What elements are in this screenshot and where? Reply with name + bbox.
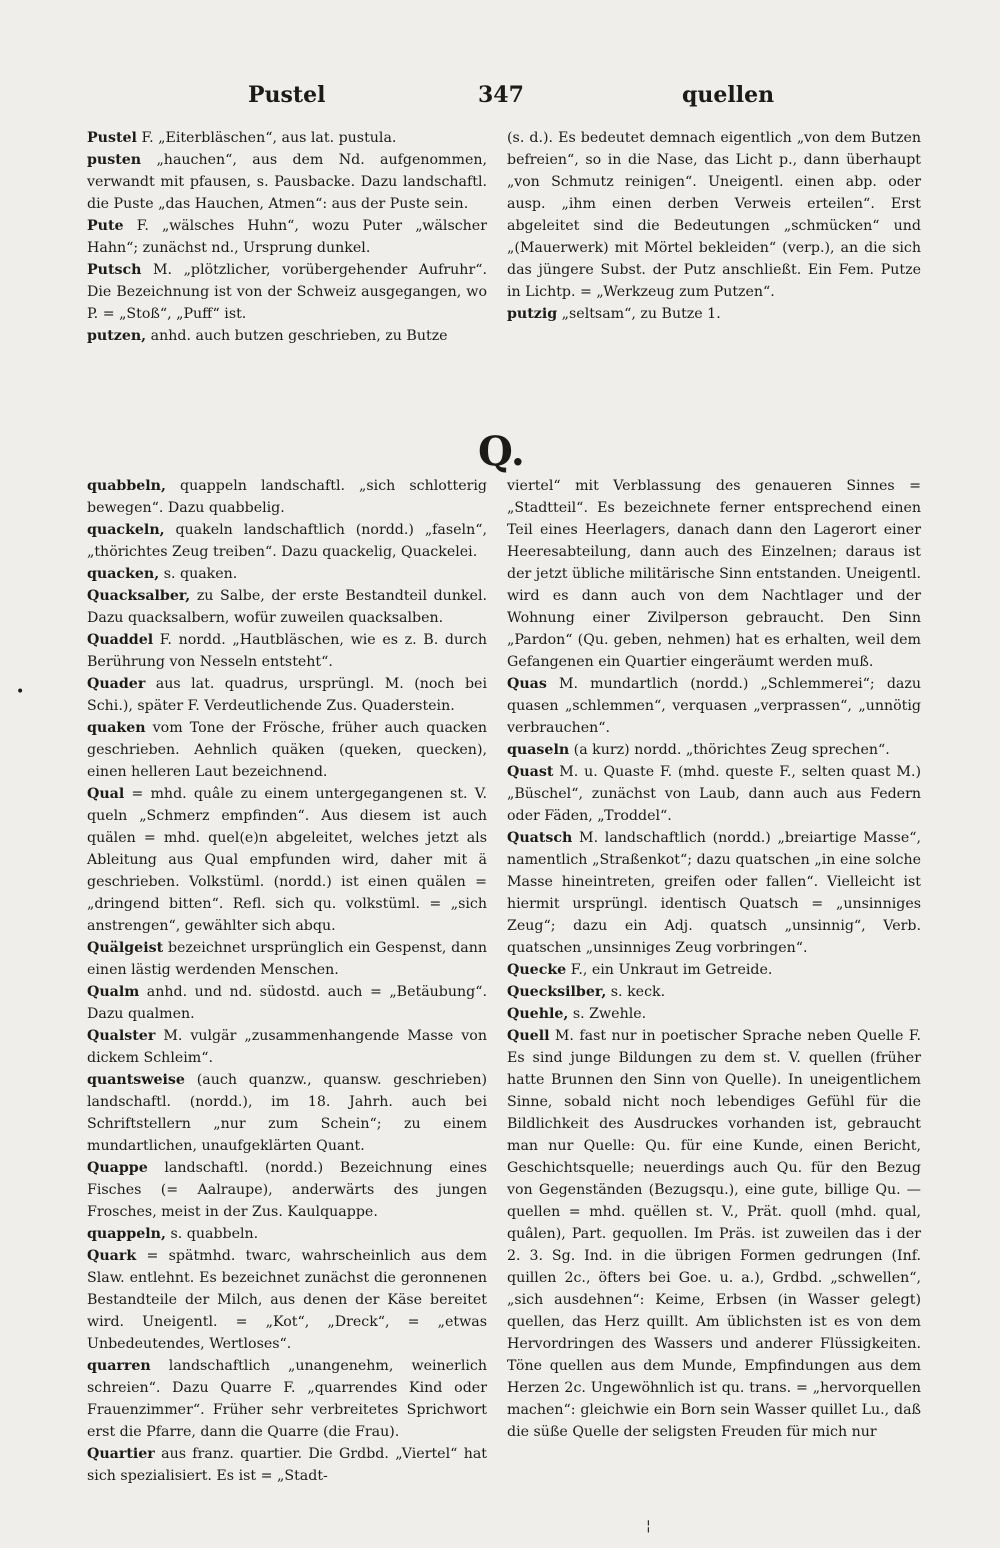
entry-headword: Quell [507, 1028, 550, 1044]
dictionary-entry [87, 1355, 487, 1443]
dictionary-entry [87, 1069, 487, 1157]
running-head-right: quellen [682, 82, 775, 108]
dictionary-entry [507, 673, 921, 739]
entry-text: M. „plötzlicher, vorübergehender Aufruhr“. Die Bezeichnung ist von der Schweiz ausgegangen, wo P. = „Stoß“, „Puff“ ist. [87, 262, 487, 322]
dictionary-entry [87, 1157, 487, 1223]
dictionary-entry [507, 303, 921, 325]
dictionary-entry [507, 761, 921, 827]
dictionary-entry [507, 827, 921, 959]
entry-headword: Quecksilber, [507, 984, 607, 1000]
entry-text: F. nordd. „Hautbläschen, wie es z. B. durch Berührung von Nesseln entsteht“. [87, 632, 487, 670]
dictionary-entry [87, 475, 487, 519]
entry-headword: quacken, [87, 566, 160, 582]
entry-text: anhd. auch butzen geschrieben, zu Butze [146, 328, 448, 344]
entry-text: = spätmhd. twarc, wahrscheinlich aus dem Slaw. entlehnt. Es bezeichnet zunächst die geronnenen Bestandteile der Milch, aus denen der Käse bereitet wird. Uneigentl. = „Kot“, „Dreck“, = „etwas Unbedeutendes, Wertloses“. [87, 1248, 487, 1352]
entry-text: F. „Eiterbläschen“, aus lat. pustula. [136, 130, 397, 146]
dictionary-entry [87, 563, 487, 585]
entry-headword: Quader [87, 676, 146, 692]
entry-text: = mhd. quâle zu einem untergegangenen st. V. queln „Schmerz empfinden“. Aus diesem ist auch quälen = mhd. quel(e)n abgeleitet, welches jetzt als Ableitung aus Qual empfunden wird, daher mit ä geschrieben. Volkstüml. (nordd.) ist einen quälen = „dringend bitten“. Refl. sich qu. volkstüml. = „sich anstrengen“, gewählter sich abqu. [87, 786, 487, 934]
entry-text: zu Salbe, der erste Bestandteil dunkel. Dazu quacksalbern, wofür zuweilen quacksalben. [87, 588, 487, 626]
entry-text: (a kurz) nordd. „thörichtes Zeug sprechen“. [569, 742, 890, 758]
entry-text: quappeln landschaftl. „sich schlotterig bewegen“. Dazu quabbelig. [87, 478, 487, 516]
dictionary-entry [87, 717, 487, 783]
entry-headword: Quark [87, 1248, 137, 1264]
entry-text: F., ein Unkraut im Getreide. [566, 962, 773, 978]
running-head-left: Pustel [248, 82, 326, 108]
entry-headword: Putsch [87, 262, 142, 278]
entry-text: M. vulgär „zusammenhangende Masse von dickem Schleim“. [87, 1028, 487, 1066]
dictionary-entry [87, 519, 487, 563]
dictionary-entry [87, 1223, 487, 1245]
entry-text: aus lat. quadrus, ursprüngl. M. (noch bei Schi.), später F. Verdeutlichende Zus. Quaderstein. [87, 676, 487, 714]
entry-text: landschaftlich „unangenehm, weinerlich schreien“. Dazu Quarre F. „quarrendes Kind oder Frauenzimmer“. Früher sehr verbreitetes Sprichwort erst die Pfarre, dann die Quarre (die Frau). [87, 1358, 487, 1440]
dictionary-entry [87, 783, 487, 937]
entry-text: F. „wälsches Huhn“, wozu Puter „wälscher Hahn“; zunächst nd., Ursprung dunkel. [87, 218, 487, 256]
dictionary-entry [507, 981, 921, 1003]
entry-text: s. Zwehle. [568, 1006, 647, 1022]
entry-text: (s. d.). Es bedeutet demnach eigentlich „von dem Butzen befreien“, so in die Nase, das Licht p., dann überhaupt „von Schmutz reinigen“. Uneigentl. einen abp. oder ausp. „ihm einen derben Verweis erteilen“. Erst abgeleitet sind die Bedeutungen „schmücken“ und „(Mauerwerk) mit Mörtel bekleiden“ (verp.), an die sich das jüngere Subst. der Putz anschließt. Ein Fem. Putze in Lichtp. = „Werkzeug zum Putzen“. [507, 130, 921, 300]
entry-headword: Quappe [87, 1160, 148, 1176]
entry-text: anhd. und nd. südostd. auch = „Betäubung“. Dazu qualmen. [87, 984, 487, 1022]
entry-headword: Quaddel [87, 632, 154, 648]
entry-headword: Quälgeist [87, 940, 164, 956]
dictionary-entry [87, 1443, 487, 1487]
entry-text: M. landschaftlich (nordd.) „breiartige Masse“, namentlich „Straßenkot“; dazu quatschen „in eine solche Masse hineintreten, greifen oder fallen“. Vielleicht ist hiermit ursprüngl. identisch Quatsch = „unsinniges Zeug“; dazu ein Adj. quatsch „unsinnig“, Verb. quatschen „unsinniges Zeug vorbringen“. [507, 830, 921, 956]
entry-headword: quantsweise [87, 1072, 185, 1088]
entry-text: M. u. Quaste F. (mhd. queste F., selten quast M.) „Büschel“, zunächst von Laub, dann auch aus Federn oder Fäden, „Troddel“. [507, 764, 921, 824]
entry-text: M. mundartlich (nordd.) „Schlemmerei“; dazu quasen „schlemmen“, verquasen „verprassen“, „unnötig verbrauchen“. [507, 676, 921, 736]
entry-headword: quaseln [507, 742, 570, 758]
dictionary-entry [87, 1025, 487, 1069]
dictionary-entry [87, 259, 487, 325]
dictionary-entry [507, 475, 921, 673]
entry-text: aus franz. quartier. Die Grdbd. „Viertel“ hat sich spezialisiert. Es ist = „Stadt- [87, 1446, 487, 1484]
entry-headword: quabbeln, [87, 478, 166, 494]
entry-headword: Quacksalber, [87, 588, 191, 604]
entry-text: landschaftl. (nordd.) Bezeichnung eines Fisches (= Aalraupe), anderwärts des jungen Frosches, meist in der Zus. Kaulquappe. [87, 1160, 487, 1220]
upper-left-column [87, 127, 487, 347]
entry-headword: putzig [507, 306, 558, 322]
entry-headword: Quartier [87, 1446, 155, 1462]
entry-text: vom Tone der Frösche, früher auch quacken geschrieben. Aehnlich quäken (queken, quecken), einen helleren Laut bezeichnend. [87, 720, 487, 780]
dictionary-entry [87, 127, 487, 149]
entry-headword: quarren [87, 1358, 151, 1374]
entry-headword: Quas [507, 676, 547, 692]
entry-headword: Quehle, [507, 1006, 569, 1022]
entry-headword: quappeln, [87, 1226, 166, 1242]
dictionary-entry [87, 1245, 487, 1355]
entry-text: s. quabbeln. [165, 1226, 259, 1242]
lower-left-column [87, 475, 487, 1487]
entry-headword: putzen, [87, 328, 147, 344]
entry-text: viertel“ mit Verblassung des genaueren Sinnes = „Stadtteil“. Es bezeichnete ferner entsprechend einen Teil eines Heerlagers, danach dann den Lagerort einer Heeresabteilung, dann auch des Einzelnen; daraus ist der jetzt übliche militärische Sinn entstanden. Uneigentl. wird es dann auch von dem Nachtlager und der Wohnung einer Zivilperson gebraucht. Den Sinn „Pardon“ (Qu. geben, nehmen) hat es erhalten, weil dem Gefangenen ein Quartier eingeräumt werden muß. [507, 478, 921, 670]
dictionary-entry [87, 585, 487, 629]
entry-headword: quaken [87, 720, 146, 736]
entry-headword: Quast [507, 764, 554, 780]
entry-headword: Pustel [87, 130, 137, 146]
dictionary-entry [87, 673, 487, 717]
entry-text: (auch quanzw., quansw. geschrieben) landschaftl. (nordd.), im 18. Jahrh. auch bei Schriftstellern „nur zum Schein“; zu einem mundartlichen, unaufgeklärten Quant. [87, 1072, 487, 1154]
entry-headword: Quecke [507, 962, 567, 978]
dictionary-entry [87, 981, 487, 1025]
entry-headword: Qual [87, 786, 125, 802]
dictionary-entry [87, 149, 487, 215]
entry-text: „hauchen“, aus dem Nd. aufgenommen, verwandt mit pfausen, s. Pausbacke. Dazu landschaftl. die Puste „das Hauchen, Atmen“: aus der Puste sein. [87, 152, 487, 212]
entry-headword: Qualm [87, 984, 140, 1000]
dictionary-entry [87, 215, 487, 259]
dictionary-entry [87, 937, 487, 981]
margin-mark: • [16, 684, 25, 700]
dictionary-entry [507, 959, 921, 981]
dictionary-entry [87, 325, 487, 347]
dictionary-entry [507, 127, 921, 303]
entry-text: s. keck. [606, 984, 666, 1000]
entry-headword: Qualster [87, 1028, 156, 1044]
entry-text: bezeichnet ursprünglich ein Gespenst, dann einen lästig werdenden Menschen. [87, 940, 487, 978]
dictionary-entry [507, 1025, 921, 1443]
bottom-mark: ¦ [646, 1518, 651, 1534]
entry-text: quakeln landschaftlich (nordd.) „faseln“, „thörichtes Zeug treiben“. Dazu quackelig, Quackelei. [87, 522, 487, 560]
entry-headword: quackeln, [87, 522, 165, 538]
entry-headword: pusten [87, 152, 142, 168]
entry-headword: Pute [87, 218, 124, 234]
section-letter: Q. [478, 428, 525, 475]
upper-right-column [507, 127, 921, 325]
entry-text: „seltsam“, zu Butze 1. [557, 306, 721, 322]
entry-text: M. fast nur in poetischer Sprache neben Quelle F. Es sind junge Bildungen zu dem st. V. quellen (früher hatte Brunnen den Sinn von Quelle). In uneigentlichem Sinne, sobald nicht noch lebendiges Gefühl für die Bildlichkeit des Ausdruckes vorhanden ist, gebraucht man nur Quelle: Qu. für eine Kunde, einen Bericht, Geschichtsquelle; neuerdings auch Qu. für den Bezug von Gegenständen (Bezugsqu.), eine gute, billige Qu. — quellen = mhd. quëllen st. V., Prät. quoll (mhd. qual, quâlen), Part. gequollen. Im Präs. ist zuweilen das i der 2. 3. Sg. Ind. in die übrigen Formen gedrungen (Inf. quillen 2c., öfters bei Goe. u. a.), Grdbd. „schwellen“, „sich ausdehnen“: Keime, Erbsen (in Wasser gelegt) quellen, das Herz quillt. Am üblichsten ist es von dem Hervordringen des Wassers und anderer Flüssigkeiten. Töne quellen aus dem Munde, Empfindungen aus dem Herzen 2c. Ungewöhnlich ist qu. trans. = „hervorquellen machen“: gleichwie ein Born sein Wasser quillet Lu., daß die süße Quelle der seligsten Freuden für mich nur [507, 1028, 921, 1440]
lower-right-column [507, 475, 921, 1443]
dictionary-entry [507, 1003, 921, 1025]
entry-text: s. quaken. [159, 566, 238, 582]
page-number: 347 [478, 82, 524, 108]
dictionary-entry [507, 739, 921, 761]
entry-headword: Quatsch [507, 830, 573, 846]
dictionary-entry [87, 629, 487, 673]
